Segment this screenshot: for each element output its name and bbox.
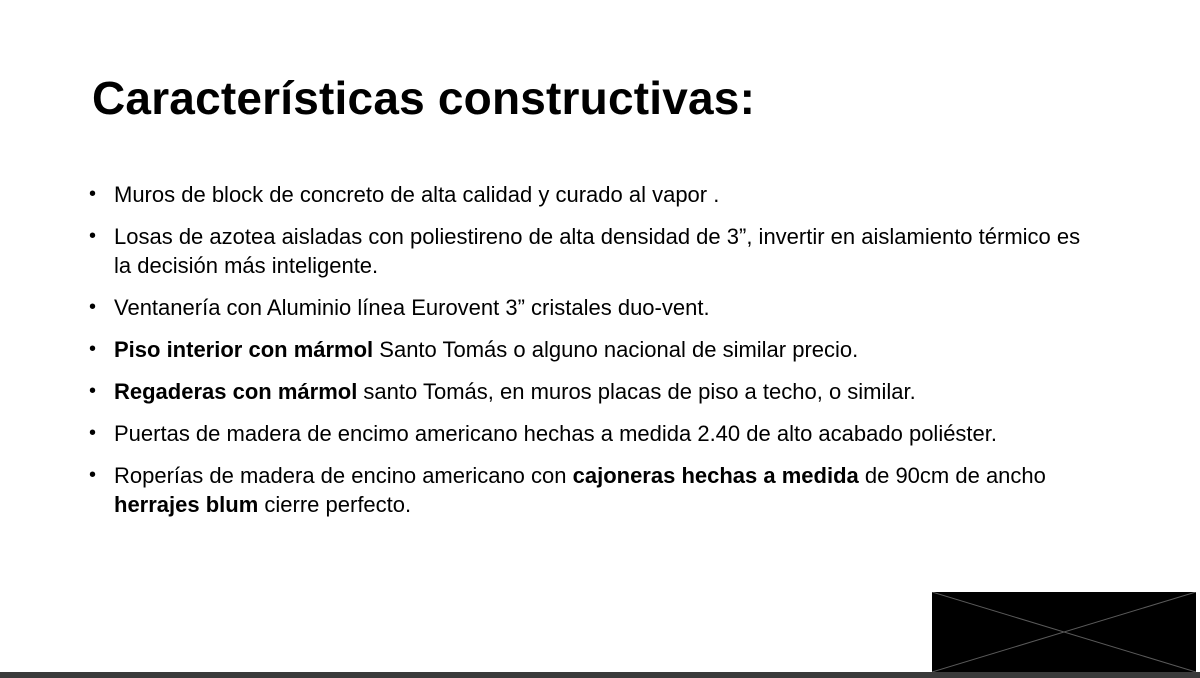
bullet-dot-icon: • (89, 422, 97, 444)
bullet-text-segment: santo Tomás, en muros placas de piso a techo, o similar. (357, 379, 916, 404)
bullet-dot-icon: • (89, 338, 97, 360)
bullet-text (114, 224, 1080, 278)
bullet-text (114, 295, 710, 320)
bullet-text-segment: Ventanería con Aluminio línea Eurovent 3” cristales duo-vent. (114, 295, 710, 320)
bullet-text-bold: Piso interior con mármol (114, 337, 374, 362)
slide-title: Características constructivas: (92, 72, 756, 124)
bullet-list (86, 180, 1086, 532)
crossed-box-icon (932, 592, 1196, 672)
bullet-item (86, 377, 1086, 406)
bullet-text-bold: herrajes blum (114, 492, 259, 517)
bullet-item (86, 335, 1086, 364)
bullet-item (86, 180, 1086, 209)
bullet-text-segment: cierre perfecto. (258, 492, 412, 517)
bullet-text (114, 379, 916, 404)
bullet-dot-icon: • (89, 464, 97, 486)
bullet-text-segment: Muros de block de concreto de alta calidad y curado al vapor . (114, 182, 720, 207)
bullet-text-segment: Santo Tomás o alguno nacional de similar precio. (373, 337, 859, 362)
bullet-text (114, 337, 858, 362)
bullet-dot-icon: • (89, 296, 97, 318)
bottom-bar (0, 672, 1200, 678)
crossed-box-graphic (932, 592, 1196, 672)
bullet-text-segment: de 90cm de ancho (858, 463, 1046, 488)
bullet-text-segment: Roperías de madera de encino americano con (114, 463, 573, 488)
bullet-text-segment: Puertas de madera de encimo americano hechas a medida 2.40 de alto acabado poliéster. (114, 421, 998, 446)
bullet-item (86, 222, 1086, 280)
bullet-text (114, 182, 719, 207)
bullet-item (86, 461, 1086, 519)
bullet-text-segment: Losas de azotea aisladas con poliestireno de alta densidad de 3”, invertir en aislamiento térmico es la decisión más inteligente. (114, 224, 1081, 278)
bullet-text (114, 463, 1046, 517)
bullet-dot-icon: • (89, 225, 97, 247)
bullet-item (86, 419, 1086, 448)
bullet-text-bold: Regaderas con mármol (114, 379, 358, 404)
bullet-dot-icon: • (89, 380, 97, 402)
bullet-dot-icon: • (89, 183, 97, 205)
bullet-text (114, 421, 997, 446)
bullet-item (86, 293, 1086, 322)
bullet-text-bold: cajoneras hechas a medida (572, 463, 859, 488)
